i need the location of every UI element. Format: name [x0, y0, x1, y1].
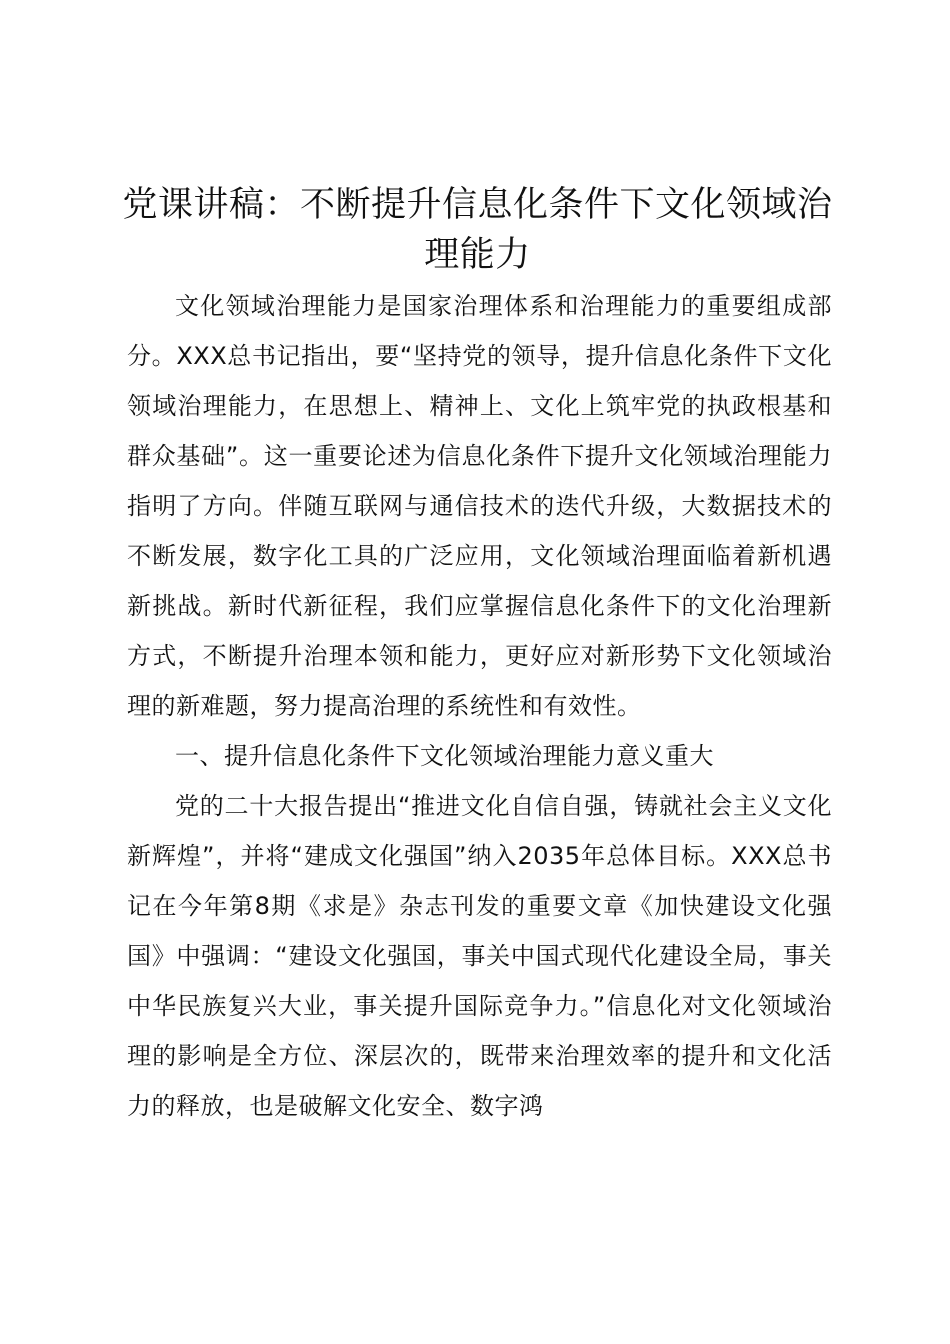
- document-body: [127, 281, 832, 1131]
- section-1-paragraph: 党的二十大报告提出“推进文化自信自强，铸就社会主义文化新辉煌”，并将“建成文化强国”纳入2035年总体目标。XXX总书记在今年第8期《求是》杂志刊发的重要文章《加快建设文化强国》中强调：“建设文化强国，事关中国式现代化建设全局，事关中华民族复兴大业，事关提升国际竞争力。”信息化对文化领域治理的影响是全方位、深层次的，既带来治理效率的提升和文化活力的释放，也是破解文化安全、数字鸿: [127, 792, 832, 1120]
- intro-paragraph: 文化领域治理能力是国家治理体系和治理能力的重要组成部分。XXX总书记指出，要“坚持党的领导，提升信息化条件下文化领域治理能力，在思想上、精神上、文化上筑牢党的执政根基和群众基础”。这一重要论述为信息化条件下提升文化领域治理能力指明了方向。伴随互联网与通信技术的迭代升级，大数据技术的不断发展，数字化工具的广泛应用，文化领域治理面临着新机遇新挑战。新时代新征程，我们应掌握信息化条件下的文化治理新方式，不断提升治理本领和能力，更好应对新形势下文化领域治理的新难题，努力提高治理的系统性和有效性。: [127, 292, 832, 720]
- document-title: 党课讲稿：不断提升信息化条件下文化领域治理能力: [122, 185, 833, 275]
- section-1-heading: 一、提升信息化条件下文化领域治理能力意义重大: [175, 742, 714, 770]
